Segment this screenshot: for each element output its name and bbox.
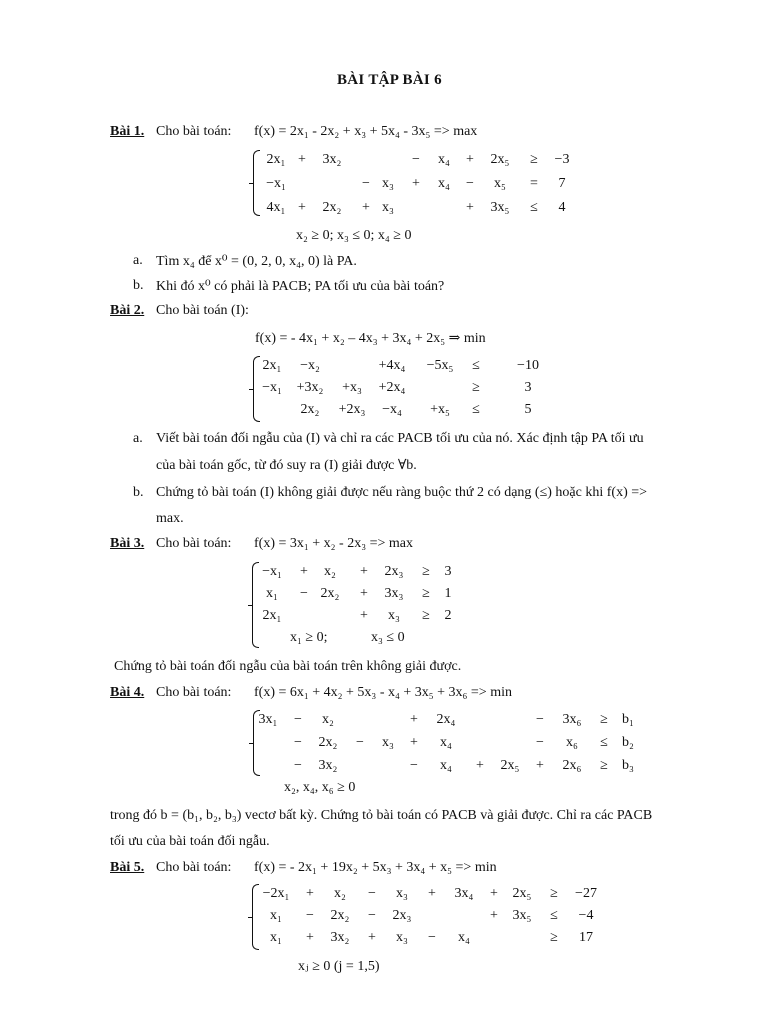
bai4-row2-term: − xyxy=(536,735,544,750)
bai5-row1-term: 3x₄ xyxy=(454,886,474,901)
bai4-row3-term: + xyxy=(536,758,544,773)
bai5-row3-term: 17 xyxy=(579,930,593,945)
bai1-row2-term: − xyxy=(362,176,370,191)
bai5-row2-term: 3x₅ xyxy=(512,908,532,923)
bai5-row2-term: 2x₃ xyxy=(392,908,412,923)
bai3-row2-term: x₁ xyxy=(266,586,278,601)
bai1-row2-term: = xyxy=(530,176,538,191)
bai2-row2-term: −x₁ xyxy=(262,380,282,395)
bai5-row1-term: − xyxy=(368,886,376,901)
bai3-row3-term: ≥ xyxy=(422,608,430,623)
bai1-objective: f(x) = 2x₁ - 2x₂ + x₃ + 5x₄ - 3x₅ => max xyxy=(254,124,478,139)
bai1-row1-term: + xyxy=(298,152,306,167)
bai1-question-b: Khi đó x⁰ có phải là PACB; PA tối ưu của bài toán? xyxy=(156,279,445,294)
bai1-b-label: b. xyxy=(133,278,144,293)
page-title: BÀI TẬP BÀI 6 xyxy=(337,72,442,88)
bai5-row2-term: −4 xyxy=(578,908,594,923)
bai5-objective: f(x) = - 2x₁ + 19x₂ + 5x₃ + 3x₄ + x₅ => min xyxy=(254,860,497,875)
bai5-row3-term: 3x₂ xyxy=(330,930,350,945)
bai2-question-a-line1: Viết bài toán đối ngẫu của (I) và chỉ ra các PACB tối ưu của nó. Xác định tập PA tối ưu xyxy=(156,431,644,446)
bai3-row2-term: − xyxy=(300,586,308,601)
bai4-intro: Cho bài toán: xyxy=(156,685,232,700)
bai5-row3-term: x₄ xyxy=(458,930,470,945)
bai1-row2-term: x₃ xyxy=(382,176,394,191)
bai4-row3-term: 3x₂ xyxy=(318,758,338,773)
bai4-row2-term: x₆ xyxy=(566,735,578,750)
bai1-row2-term: −x₁ xyxy=(266,176,286,191)
bai4-row1-term: 3x₁ xyxy=(258,712,278,727)
bai2-objective: f(x) = - 4x₁ + x₂ – 4x₃ + 3x₄ + 2x₅ ⇒ min xyxy=(255,331,486,346)
bai5-row1-term: + xyxy=(428,886,436,901)
bai5-row1-term: −2x₁ xyxy=(262,886,290,901)
bai5-row1-term: x₂ xyxy=(334,886,346,901)
bai1-row2-term: + xyxy=(412,176,420,191)
bai2-row3-term: +x₅ xyxy=(430,402,450,417)
bai3-label: Bài 3. xyxy=(110,536,145,551)
bai5-row1-term: x₃ xyxy=(396,886,408,901)
bai3-row1-term: 3 xyxy=(444,564,452,579)
bai1-sign-constraints: x₂ ≥ 0; x₃ ≤ 0; x₄ ≥ 0 xyxy=(296,228,412,243)
bai1-row1-term: 3x₂ xyxy=(322,152,342,167)
bai2-row2-term: 3 xyxy=(524,380,532,395)
bai1-label: Bài 1. xyxy=(110,124,145,139)
bai4-row1-term: 3x₆ xyxy=(562,712,582,727)
bai2-row2-term: +3x₂ xyxy=(296,380,324,395)
bai5-row1-term: + xyxy=(306,886,314,901)
bai2-a-label: a. xyxy=(133,431,143,446)
bai2-intro: Cho bài toán (I): xyxy=(156,303,249,318)
bai3-row2-term: 1 xyxy=(444,586,452,601)
bai5-row3-term: ≥ xyxy=(550,930,558,945)
bai4-row3-term: 2x₅ xyxy=(500,758,520,773)
bai4-row2-term: + xyxy=(410,735,418,750)
bai3-row1-term: −x₁ xyxy=(262,564,282,579)
bai3-constraint-x1: x₁ ≥ 0; xyxy=(290,630,328,645)
bai4-row3-term: ≥ xyxy=(600,758,608,773)
bai2-row2-term: +2x₄ xyxy=(378,380,406,395)
bai5-row2-term: x₁ xyxy=(270,908,282,923)
bai2-row1-term: −x₂ xyxy=(300,358,320,373)
bai2-row3-term: +2x₃ xyxy=(338,402,366,417)
bai2-row1-term: +4x₄ xyxy=(378,358,406,373)
bai4-row3-term: 2x₆ xyxy=(562,758,582,773)
bai1-row3-term: + xyxy=(466,200,474,215)
bai3-row2-term: 3x₃ xyxy=(384,586,404,601)
bai1-row1-term: −3 xyxy=(554,152,570,167)
bai3-row3-term: 2 xyxy=(444,608,452,623)
bai3-row1-term: 2x₃ xyxy=(384,564,404,579)
bai3-constraint-x3: x₃ ≤ 0 xyxy=(371,630,405,645)
bai1-row1-term: − xyxy=(412,152,420,167)
bai1-row2-term: − xyxy=(466,176,474,191)
bai1-row3-term: 3x₅ xyxy=(490,200,510,215)
bai4-row1-term: ≥ xyxy=(600,712,608,727)
bai1-row3-term: x₃ xyxy=(382,200,394,215)
bai4-row3-term: − xyxy=(410,758,418,773)
bai2-question-b-line2: max. xyxy=(156,511,184,526)
bai1-row1-term: x₄ xyxy=(438,152,450,167)
bai3-row1-term: + xyxy=(300,564,308,579)
bai4-row3-term: − xyxy=(294,758,302,773)
bai3-row1-term: ≥ xyxy=(422,564,430,579)
bai4-row1-term: x₂ xyxy=(322,712,334,727)
bai3-intro: Cho bài toán: xyxy=(156,536,232,551)
bai4-text-line2: tối ưu của bài toán đối ngẫu. xyxy=(110,834,270,849)
bai2-row1-term: −10 xyxy=(517,358,539,373)
bai3-row2-term: 2x₂ xyxy=(320,586,340,601)
bai4-row1-term: − xyxy=(294,712,302,727)
bai3-row2-term: ≥ xyxy=(422,586,430,601)
bai3-objective: f(x) = 3x₁ + x₂ - 2x₃ => max xyxy=(254,536,413,551)
bai5-row1-term: 2x₅ xyxy=(512,886,532,901)
bai2-question-b-line1: Chứng tỏ bài toán (I) không giải được nếu ràng buộc thứ 2 có dạng (≤) hoặc khi f(x) => xyxy=(156,485,648,500)
bai2-row3-term: 5 xyxy=(524,402,532,417)
bai3-row3-term: + xyxy=(360,608,368,623)
bai1-row2-term: 7 xyxy=(558,176,566,191)
bai2-row3-term: 2x₂ xyxy=(300,402,320,417)
bai5-row1-term: + xyxy=(490,886,498,901)
bai1-row3-term: + xyxy=(298,200,306,215)
bai4-row3-term: b₃ xyxy=(622,758,634,773)
bai2-row1-term: ≤ xyxy=(472,358,480,373)
bai1-brace xyxy=(253,150,260,216)
bai2-row1-term: −5x₅ xyxy=(426,358,454,373)
bai1-row3-term: 4x₁ xyxy=(266,200,286,215)
bai1-row3-term: 2x₂ xyxy=(322,200,342,215)
bai3-row1-term: + xyxy=(360,564,368,579)
bai2-row1-term: 2x₁ xyxy=(262,358,282,373)
bai5-row3-term: + xyxy=(368,930,376,945)
bai5-row2-term: + xyxy=(490,908,498,923)
bai5-label: Bài 5. xyxy=(110,860,145,875)
bai2-row2-term: +x₃ xyxy=(342,380,362,395)
bai5-row2-term: − xyxy=(368,908,376,923)
bai1-row2-term: x₅ xyxy=(494,176,506,191)
bai5-row1-term: ≥ xyxy=(550,886,558,901)
bai5-row3-term: x₁ xyxy=(270,930,282,945)
bai3-row1-term: x₂ xyxy=(324,564,336,579)
bai1-intro: Cho bài toán: xyxy=(156,124,232,139)
bai3-row3-term: 2x₁ xyxy=(262,608,282,623)
bai4-sign-constraints: x₂, x₄, x₆ ≥ 0 xyxy=(284,780,356,795)
bai5-row2-term: 2x₂ xyxy=(330,908,350,923)
bai5-row3-term: + xyxy=(306,930,314,945)
bai3-row2-term: + xyxy=(360,586,368,601)
bai4-row2-term: x₄ xyxy=(440,735,452,750)
bai4-label: Bài 4. xyxy=(110,685,145,700)
bai4-row3-term: + xyxy=(476,758,484,773)
bai1-row1-term: + xyxy=(466,152,474,167)
bai1-row1-term: 2x₅ xyxy=(490,152,510,167)
bai1-row3-term: ≤ xyxy=(530,200,538,215)
bai5-brace xyxy=(252,884,259,950)
bai1-question-a: Tìm x₄ để x⁰ = (0, 2, 0, x₄, 0) là PA. xyxy=(156,254,357,269)
bai4-row2-term: b₂ xyxy=(622,735,634,750)
bai5-row1-term: −27 xyxy=(575,886,597,901)
bai3-row3-term: x₃ xyxy=(388,608,400,623)
bai2-row3-term: ≤ xyxy=(472,402,480,417)
bai1-row3-term: + xyxy=(362,200,370,215)
bai2-row2-term: ≥ xyxy=(472,380,480,395)
bai3-conclusion: Chứng tỏ bài toán đối ngẫu của bài toán trên không giải được. xyxy=(114,659,462,674)
bai5-row2-term: ≤ xyxy=(550,908,558,923)
bai5-row3-term: − xyxy=(428,930,436,945)
bai4-text-line1: trong đó b = (b₁, b₂, b₃) vectơ bất kỳ. Chứng tỏ bài toán có PACB và giải được. Chỉ ra các PACB xyxy=(110,808,653,823)
bai1-row2-term: x₄ xyxy=(438,176,450,191)
bai4-row3-term: x₄ xyxy=(440,758,452,773)
bai4-row2-term: − xyxy=(294,735,302,750)
bai2-b-label: b. xyxy=(133,485,144,500)
bai5-row2-term: − xyxy=(306,908,314,923)
bai1-a-label: a. xyxy=(133,253,143,268)
bai1-row1-term: 2x₁ xyxy=(266,152,286,167)
bai2-question-a-line2: của bài toán gốc, từ đó suy ra (I) giải được ∀b. xyxy=(156,458,417,473)
bai2-row3-term: −x₄ xyxy=(382,402,402,417)
bai4-row1-term: b₁ xyxy=(622,712,634,727)
bai4-row1-term: + xyxy=(410,712,418,727)
bai2-label: Bài 2. xyxy=(110,303,145,318)
bai5-row3-term: x₃ xyxy=(396,930,408,945)
bai4-row2-term: ≤ xyxy=(600,735,608,750)
bai5-intro: Cho bài toán: xyxy=(156,860,232,875)
bai1-row3-term: 4 xyxy=(558,200,566,215)
bai4-row1-term: − xyxy=(536,712,544,727)
bai4-row2-term: 2x₂ xyxy=(318,735,338,750)
bai5-sign-constraints: xⱼ ≥ 0 (j = 1,5) xyxy=(298,959,380,974)
bai4-row2-term: x₃ xyxy=(382,735,394,750)
bai4-objective: f(x) = 6x₁ + 4x₂ + 5x₃ - x₄ + 3x₅ + 3x₆ => min xyxy=(254,685,512,700)
bai4-row1-term: 2x₄ xyxy=(436,712,456,727)
bai4-row2-term: − xyxy=(356,735,364,750)
bai1-row1-term: ≥ xyxy=(530,152,538,167)
